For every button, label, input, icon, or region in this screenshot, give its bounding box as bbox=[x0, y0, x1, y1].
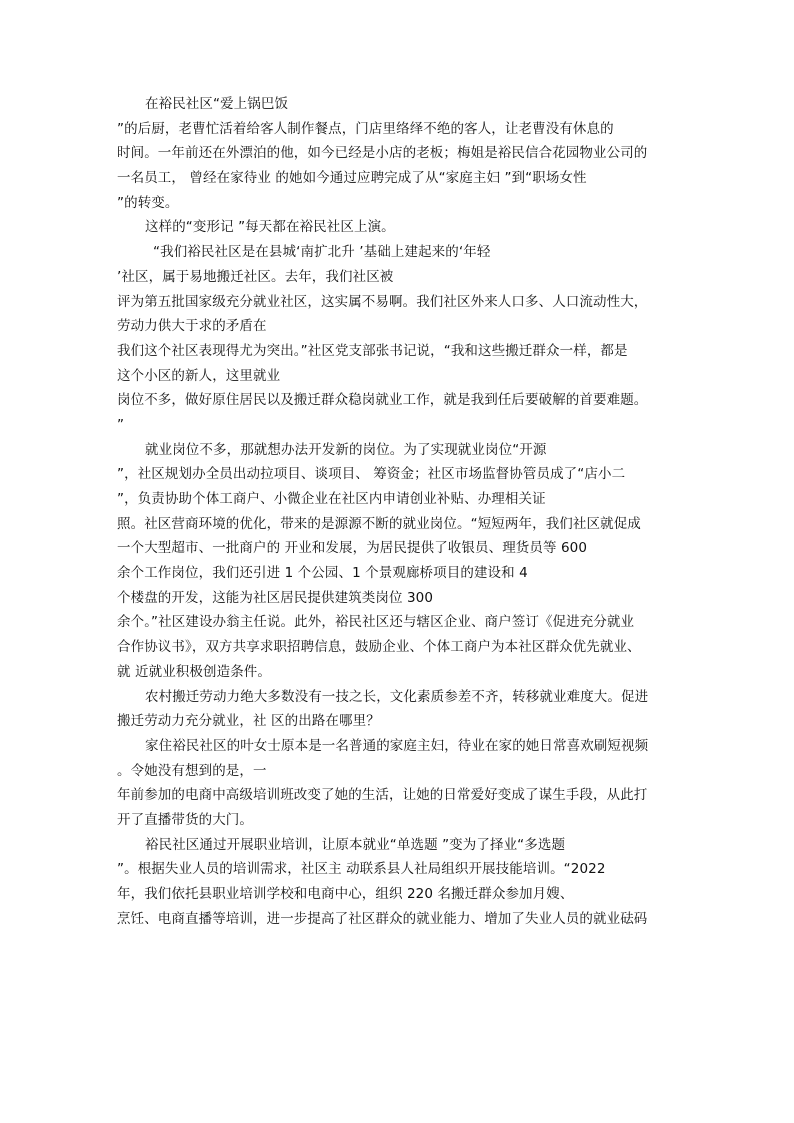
text-line: 岗位不多，做好原住居民以及搬迁群众稳岗就业工作，就是我到任后要破解的首要难题。 bbox=[117, 392, 648, 409]
text-line: 评为第五批国家级充分就业社区，这实属不易啊。我们社区外来人口多、人口流动性大， bbox=[117, 293, 648, 310]
text-line: 余个。”社区建设办翁主任说。此外，裕民社区还与辖区企业、商户签订《促进充分就业 bbox=[117, 614, 635, 631]
text-line: 个楼盘的开发，这能为社区居民提供建筑类岗位 300 bbox=[117, 589, 434, 606]
text-line: 在裕民社区“爱上锅巴饭 bbox=[145, 96, 289, 112]
text-line: 烹饪、电商直播等培训，进一步提高了社区群众的就业能力、增加了失业人员的就业砝码 bbox=[117, 910, 648, 927]
text-line: 搬迁劳动力充分就业，社 区的出路在哪里？ bbox=[117, 713, 380, 730]
text-line: 这样的“变形记 ”每天都在裕民社区上演。 bbox=[145, 219, 395, 236]
text-line: 家住裕民社区的叶女士原本是一名普通的家庭主妇，待业在家的她日常喜欢刷短视频 bbox=[145, 737, 649, 754]
text-line: 就 近就业积极创造条件。 bbox=[117, 663, 271, 680]
text-line: 一个大型超市、一批商户的 开业和发展，为居民提供了收银员、理货员等 600 bbox=[117, 540, 588, 557]
text-line: 农村搬迁劳动力绝大多数没有一技之长，文化素质参差不齐，转移就业难度大。促进 bbox=[145, 688, 649, 705]
text-line: 年，我们依托县职业培训学校和电商中心，组织 220 名搬迁群众参加月嫂、 bbox=[117, 886, 574, 902]
text-line: 裕民社区通过开展职业培训，让原本就业“单选题 ”变为了择业“多选题 bbox=[145, 836, 566, 853]
text-line: 开了直播带货的大门。 bbox=[117, 811, 253, 828]
text-line: 劳动力供大于求的矛盾在 bbox=[117, 318, 267, 335]
text-line: 年前参加的电商中高级培训班改变了她的生活，让她的日常爱好变成了谋生手段，从此打 bbox=[117, 787, 648, 804]
text-line: ’社区，属于易地搬迁社区。去年，我们社区被 bbox=[117, 268, 394, 285]
text-line: 时间。一年前还在外漂泊的他，如今已经是小店的老板；梅姐是裕民信合花园物业公司的 bbox=[117, 145, 648, 162]
text-line: ”。根据失业人员的培训需求，社区主 动联系县人社局组织开展技能培训。“2022 bbox=[117, 861, 606, 878]
text-line: 照。社区营商环境的优化，带来的是源源不断的就业岗位。“短短两年，我们社区就促成 bbox=[117, 515, 641, 532]
text-line: 就业岗位不多，那就想办法开发新的岗位。为了实现就业岗位“开源 bbox=[145, 441, 547, 458]
article-body bbox=[117, 92, 673, 931]
text-line: “我们裕民社区是在县城‘南扩北升 ’基础上建起来的‘年轻 bbox=[153, 244, 491, 261]
text-line: 这个小区的新人，这里就业 bbox=[117, 367, 281, 384]
text-line: ” bbox=[117, 416, 125, 433]
text-line: 我们这个社区表现得尤为突出。”社区党支部张书记说，“我和这些搬迁群众一样，都是 bbox=[117, 342, 628, 359]
text-line: 合作协议书》，双方共享求职招聘信息，鼓励企业、个体工商户为本社区群众优先就业、 bbox=[117, 639, 641, 656]
text-line: ”的转变。 bbox=[117, 194, 179, 211]
text-line: 一名员工， 曾经在家待业 的她如今通过应聘完成了从“家庭主妇 ”到“职场女性 bbox=[117, 170, 587, 187]
text-line: 余个工作岗位，我们还引进 1 个公园、1 个景观廊桥项目的建设和 4 bbox=[117, 565, 528, 582]
text-line: 。令她没有想到的是，一 bbox=[117, 762, 267, 779]
text-line: ”，社区规划办全员出动拉项目、谈项目、 筹资金；社区市场监督协管员成了“店小二 bbox=[117, 466, 626, 483]
text-line: ”的后厨，老曹忙活着给客人制作餐点，门店里络绎不绝的客人，让老曹没有休息的 bbox=[117, 120, 614, 137]
text-line: ”，负责协助个体工商户、小微企业在社区内申请创业补贴、办理相关证 bbox=[117, 491, 546, 507]
